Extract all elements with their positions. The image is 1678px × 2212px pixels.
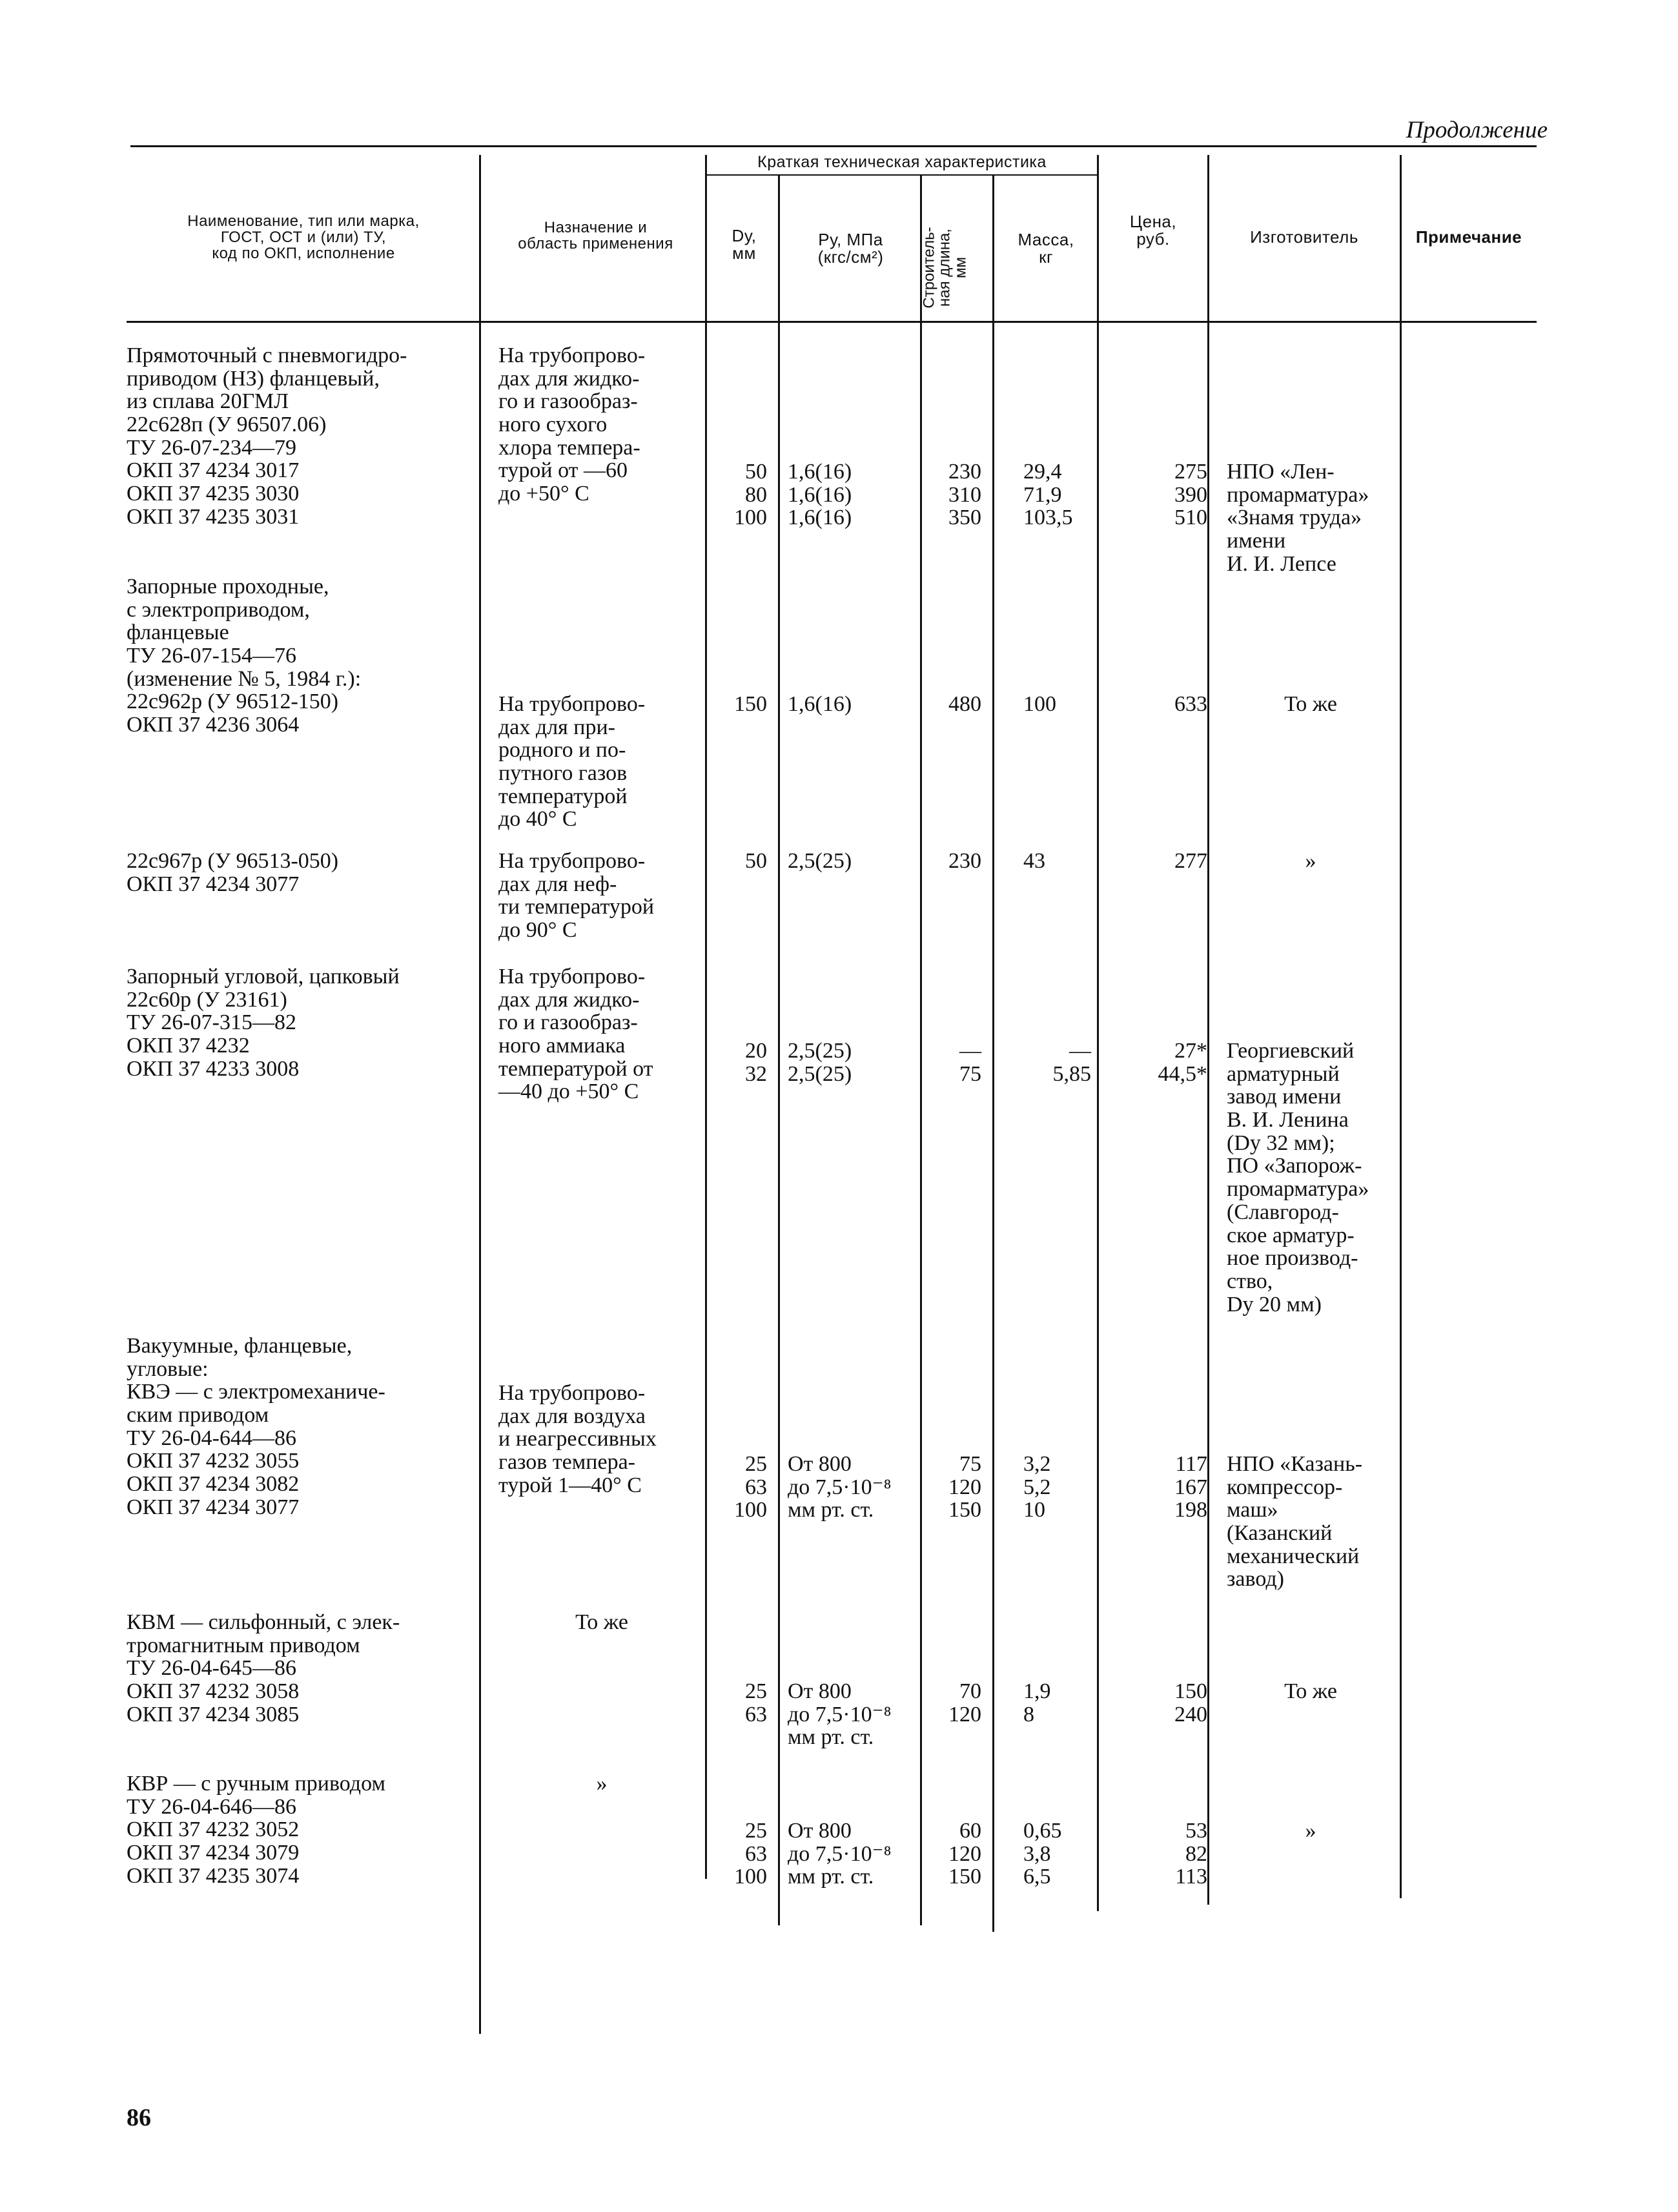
row-length: 75 120 150 <box>948 1452 981 1522</box>
row-py: От 800 до 7,5·10⁻⁸ мм рт. ст. <box>788 1679 892 1750</box>
header-manufacturer: Изготовитель <box>1250 227 1358 247</box>
header-py: Pу, МПа (кгс/см²) <box>817 230 884 267</box>
row-manufacturer: » <box>1305 1819 1316 1843</box>
row-price: 277 <box>1174 849 1207 873</box>
row-py: 2,5(25) <box>788 849 852 873</box>
row-purpose: На трубопрово- дах для неф- ти температурой до 90° С <box>498 849 655 943</box>
row-length: 60 120 150 <box>948 1819 981 1889</box>
group-header-rule <box>707 174 1097 176</box>
table-top-rule <box>130 145 1537 147</box>
row-mass: 3,2 5,2 10 <box>1023 1452 1051 1522</box>
header-dy: Dу, мм <box>732 226 757 263</box>
row-manufacturer: » <box>1305 849 1316 873</box>
col-divider-8 <box>1400 155 1402 1898</box>
row-mass: 0,65 3,8 6,5 <box>1023 1819 1062 1889</box>
row-name: Запорные проходные, с электроприводом, фланцевые ТУ 26-07-154—76 (изменение № 5, 1984 г.): 22с962р (У 96512-150) ОКП 37 4236 3064 <box>127 575 362 737</box>
row-purpose: » <box>596 1772 608 1796</box>
col-divider-6 <box>1097 155 1099 1911</box>
row-purpose: На трубопрово- дах для воздуха и неагрессивных газов темпера- турой 1—40° С <box>498 1381 657 1497</box>
row-dy: 25 63 100 <box>734 1452 767 1522</box>
row-manufacturer: То же <box>1284 1679 1337 1703</box>
row-length: 230 <box>948 849 981 873</box>
row-dy: 150 <box>734 692 767 716</box>
row-py: 1,6(16) 1,6(16) 1,6(16) <box>788 460 852 530</box>
row-manufacturer: НПО «Казань- компрессор- маш» (Казанский механический завод) <box>1227 1452 1363 1592</box>
row-price: 633 <box>1174 692 1207 716</box>
continuation-label: Продолжение <box>1406 117 1548 143</box>
col-divider-5 <box>992 176 994 1932</box>
header-group: Краткая техническая характеристика <box>757 153 1047 171</box>
row-name: КВР — с ручным приводом ТУ 26-04-646—86 ОКП 37 4232 3052 ОКП 37 4234 3079 ОКП 37 4235 3074 <box>127 1772 385 1888</box>
col-divider-4 <box>920 176 922 1925</box>
header-note: Примечание <box>1415 227 1522 247</box>
header-bottom-rule <box>127 321 1537 323</box>
col-divider-3 <box>778 176 780 1925</box>
col-divider-7 <box>1207 155 1209 1905</box>
header-purpose: Назначение и область применения <box>518 219 673 253</box>
row-mass: 1,9 8 <box>1023 1679 1051 1726</box>
row-mass: 100 <box>1023 692 1056 716</box>
row-price: 275 390 510 <box>1174 460 1207 530</box>
col-divider-1 <box>479 155 481 2034</box>
row-name: Вакуумные, фланцевые, угловые: КВЭ — с электромеханиче- ским приводом ТУ 26-04-644—86 ОКП 37 4232 3055 ОКП 37 4234 3082 ОКП 37 4234 3077 <box>127 1334 385 1519</box>
row-length: 70 120 <box>948 1679 981 1726</box>
row-dy: 50 80 100 <box>734 460 767 530</box>
header-name: Наименование, тип или марка, ГОСТ, ОСТ и (или) ТУ, код по ОКП, исполнение <box>187 212 420 263</box>
row-purpose: На трубопрово- дах для при- родного и по- путного газов температурой до 40° С <box>498 692 646 832</box>
row-price: 117 167 198 <box>1174 1452 1207 1522</box>
row-manufacturer: То же <box>1284 692 1337 716</box>
row-manufacturer: Георгиевский арматурный завод имени В. И. Ленина (Dу 32 мм); ПО «Запорож- промарматура» (Славгород- ское арматур- ное производ- ство, Dу 20 мм) <box>1227 1039 1369 1316</box>
row-dy: 20 32 <box>745 1039 767 1086</box>
row-length: — 75 <box>959 1039 981 1086</box>
row-name: КВМ — сильфонный, с элек- тромагнитным приводом ТУ 26-04-645—86 ОКП 37 4232 3058 ОКП 37 4234 3085 <box>127 1610 400 1726</box>
row-mass: 29,4 71,9 103,5 <box>1023 460 1073 530</box>
row-dy: 25 63 100 <box>734 1819 767 1889</box>
header-mass: Масса, кг <box>1018 230 1074 267</box>
row-manufacturer: НПО «Лен- промарматура» «Знамя труда» имени И. И. Лепсе <box>1227 460 1369 576</box>
row-mass: 43 <box>1023 849 1045 873</box>
header-price: Цена, руб. <box>1129 212 1177 249</box>
row-price: 150 240 <box>1174 1679 1207 1726</box>
row-name: 22с967р (У 96513-050) ОКП 37 4234 3077 <box>127 849 339 896</box>
row-py: 2,5(25) 2,5(25) <box>788 1039 852 1086</box>
row-mass: — 5,85 <box>1052 1039 1091 1086</box>
page-number: 86 <box>127 2104 151 2131</box>
row-dy: 25 63 <box>745 1679 767 1726</box>
row-price: 53 82 113 <box>1175 1819 1207 1889</box>
row-name: Прямоточный с пневмогидро- приводом (НЗ) фланцевый, из сплава 20ГМЛ 22с628п (У 96507.06) ТУ 26-07-234—79 ОКП 37 4234 3017 ОКП 37 4235 3030 ОКП 37 4235 3031 <box>127 343 407 529</box>
row-name: Запорный угловой, цапковый 22с60р (У 23161) ТУ 26-07-315—82 ОКП 37 4232 ОКП 37 4233 3008 <box>127 965 400 1081</box>
row-purpose: На трубопрово- дах для жидко- го и газообраз- ного сухого хлора темпера- турой от —60 до +50° С <box>498 343 646 506</box>
col-divider-2 <box>705 155 707 1879</box>
row-py: От 800 до 7,5·10⁻⁸ мм рт. ст. <box>788 1819 892 1889</box>
row-py: От 800 до 7,5·10⁻⁸ мм рт. ст. <box>788 1452 892 1522</box>
header-length: Строитель- ная длина, мм <box>920 227 970 309</box>
row-purpose: То же <box>575 1610 628 1634</box>
row-length: 480 <box>948 692 981 716</box>
row-dy: 50 <box>745 849 767 873</box>
row-price: 27* 44,5* <box>1158 1039 1207 1086</box>
row-length: 230 310 350 <box>948 460 981 530</box>
row-purpose: На трубопрово- дах для жидко- го и газообраз- ного аммиака температурой от —40 до +50° С <box>498 965 653 1104</box>
row-py: 1,6(16) <box>788 692 852 716</box>
